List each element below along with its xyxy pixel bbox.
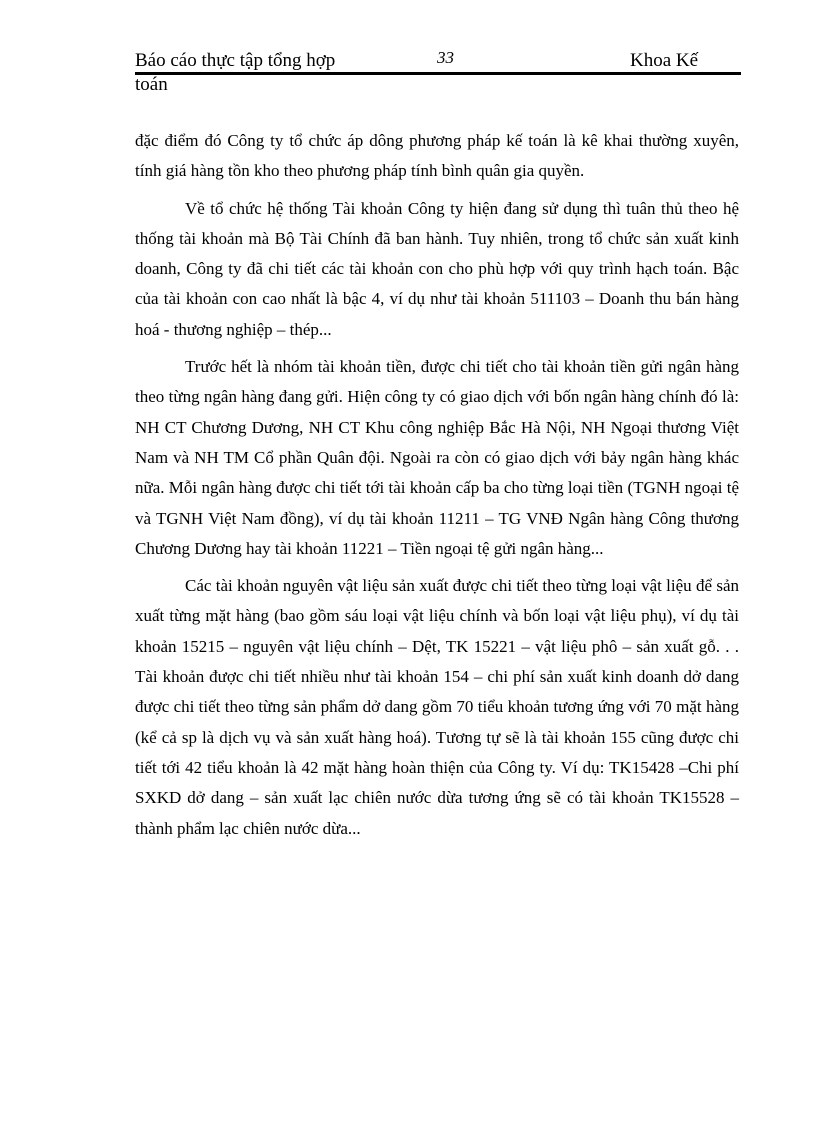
paragraph-4: Các tài khoản nguyên vật liệu sản xuất được chi tiết theo từng loại vật liệu để sản xuất từng mặt hàng (bao gồm sáu loại vật liệu chính và bốn loại vật liệu phụ), ví dụ tài khoản 15215 – nguyên vật liệu chính – Dệt, TK 15221 – vật liệu phô – sản xuất gỗ. . . Tài khoản được chi tiết nhiều như tài khoản 154 – chi phí sản xuất kinh doanh dở dang được chi tiết theo từng sản phẩm dở dang gồm 70 tiểu khoản tương ứng với 70 mặt hàng (kể cả sp là dịch vụ và sản xuất hàng hoá). Tương tự sẽ là tài khoản 155 cũng được chi tiết tới 42 tiểu khoản là 42 mặt hàng hoàn thiện của Công ty. Ví dụ: TK15428 –Chi phí SXKD dở dang – sản xuất lạc chiên nước dừa tương ứng sẽ có tài khoản TK15528 – thành phẩm lạc chiên nước dừa... <box>135 576 739 838</box>
header-rule <box>135 72 741 75</box>
document-body <box>135 126 739 851</box>
paragraph-2: Về tổ chức hệ thống Tài khoản Công ty hiện đang sử dụng thì tuân thủ theo hệ thống tài khoản mà Bộ Tài Chính đã ban hành. Tuy nhiên, trong tổ chức sản xuất kinh doanh, Công ty đã chi tiết các tài khoản con cho phù hợp với quy trình hạch toán. Bậc của tài khoản con cao nhất là bậc 4, ví dụ như tài khoản 511103 – Doanh thu bán hàng hoá - thương nghiệp – thép... <box>135 198 739 339</box>
page-number: 33 <box>437 48 454 67</box>
page-header <box>135 48 741 74</box>
paragraph-1: đặc điểm đó Công ty tổ chức áp dông phương pháp kế toán là kê khai thường xuyên, tính giá hàng tồn kho theo phương pháp tính bình quân gia quyền. <box>135 131 739 181</box>
header-department: Khoa Kế <box>630 50 699 71</box>
header-department-continuation: toán <box>135 74 168 95</box>
paragraph-3: Trước hết là nhóm tài khoản tiền, được chi tiết cho tài khoản tiền gửi ngân hàng theo từng ngân hàng đang gửi. Hiện công ty có giao dịch với bốn ngân hàng chính đó là: NH CT Chương Dương, NH CT Khu công nghiệp Bắc Hà Nội, NH Ngoại thương Việt Nam và NH TM Cổ phần Quân đội. Ngoài ra còn có giao dịch với bảy ngân hàng khác nữa. Mỗi ngân hàng được chi tiết tới tài khoản cấp ba cho từng loại tiền (TGNH ngoại tệ và TGNH Việt Nam đồng), ví dụ tài khoản 11211 – TG VNĐ Ngân hàng Công thương Chương Dương hay tài khoản 11221 – Tiền ngoại tệ gửi ngân hàng... <box>135 357 739 558</box>
header-report-title: Báo cáo thực tập tổng hợp <box>135 50 336 71</box>
